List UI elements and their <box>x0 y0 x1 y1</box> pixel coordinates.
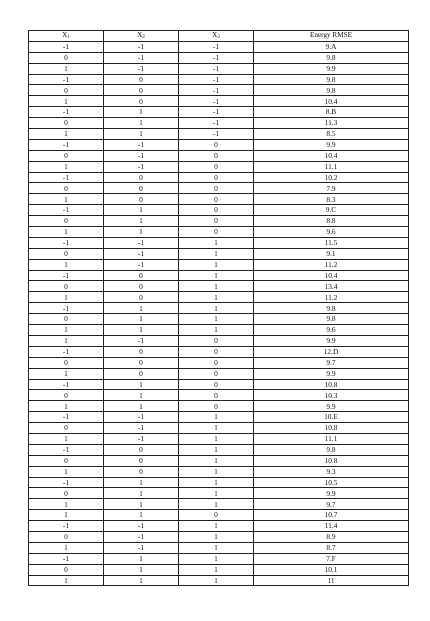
x2-cell: 1 <box>104 129 179 140</box>
x1-cell: 0 <box>29 281 104 292</box>
x3-cell: 1 <box>179 564 254 575</box>
x3-cell: 1 <box>179 325 254 336</box>
x2-cell: -1 <box>104 412 179 423</box>
x2-cell: 0 <box>104 281 179 292</box>
x3-cell: 1 <box>179 542 254 553</box>
table-row <box>29 259 409 270</box>
x2-cell: -1 <box>104 521 179 532</box>
energy-rmse-cell: 10.4 <box>254 270 409 281</box>
table-row <box>29 412 409 423</box>
energy-rmse-cell: 11.2 <box>254 292 409 303</box>
x3-cell: 1 <box>179 433 254 444</box>
table-row <box>29 41 409 52</box>
energy-rmse-cell: 9.8 <box>254 74 409 85</box>
x3-cell: -1 <box>179 63 254 74</box>
x1-cell: 0 <box>29 357 104 368</box>
energy-rmse-cell: 10.8 <box>254 423 409 434</box>
x2-cell: 1 <box>104 488 179 499</box>
x3-cell: 1 <box>179 521 254 532</box>
table-row <box>29 129 409 140</box>
energy-rmse-cell: 11.1 <box>254 433 409 444</box>
energy-rmse-cell: 9.8 <box>254 52 409 63</box>
x1-cell: 0 <box>29 314 104 325</box>
header-x1: $X_1$ <box>29 31 104 42</box>
energy-rmse-cell: 10.5 <box>254 477 409 488</box>
table-row <box>29 444 409 455</box>
x2-cell: -1 <box>104 63 179 74</box>
x3-cell: -1 <box>179 52 254 63</box>
energy-rmse-cell: 12.D <box>254 346 409 357</box>
x1-cell: 0 <box>29 118 104 129</box>
x3-cell: 1 <box>179 237 254 248</box>
x3-cell: 1 <box>179 303 254 314</box>
table-row <box>29 314 409 325</box>
x1-cell: 0 <box>29 488 104 499</box>
x2-cell: 1 <box>104 553 179 564</box>
x2-cell: 0 <box>104 292 179 303</box>
x3-cell: 0 <box>179 205 254 216</box>
x1-cell: -1 <box>29 553 104 564</box>
x1-cell: -1 <box>29 346 104 357</box>
x3-cell: 1 <box>179 314 254 325</box>
table-row <box>29 335 409 346</box>
x2-cell: -1 <box>104 423 179 434</box>
x1-cell: -1 <box>29 74 104 85</box>
energy-rmse-cell: 8.B <box>254 107 409 118</box>
x1-cell: -1 <box>29 205 104 216</box>
x1-cell: -1 <box>29 270 104 281</box>
x1-cell: 1 <box>29 466 104 477</box>
x1-cell: -1 <box>29 237 104 248</box>
x3-cell: 0 <box>179 183 254 194</box>
table-header <box>29 31 409 42</box>
energy-rmse-cell: 10.1 <box>254 564 409 575</box>
energy-rmse-cell: 9.9 <box>254 401 409 412</box>
table-row <box>29 477 409 488</box>
x1-cell: -1 <box>29 477 104 488</box>
x3-cell: 1 <box>179 466 254 477</box>
energy-rmse-cell: 8.7 <box>254 542 409 553</box>
header-x2: $X_2$ <box>104 31 179 42</box>
x2-cell: 1 <box>104 227 179 238</box>
x3-cell: 0 <box>179 139 254 150</box>
x2-cell: 1 <box>104 401 179 412</box>
x2-cell: 0 <box>104 85 179 96</box>
x3-cell: -1 <box>179 74 254 85</box>
x1-cell: 0 <box>29 85 104 96</box>
x1-cell: 0 <box>29 183 104 194</box>
x1-cell: 0 <box>29 390 104 401</box>
x2-cell: 0 <box>104 194 179 205</box>
table-row <box>29 433 409 444</box>
energy-rmse-cell: 11 <box>254 575 409 586</box>
x2-cell: 0 <box>104 455 179 466</box>
x3-cell: 1 <box>179 553 254 564</box>
energy-rmse-cell: 7.F <box>254 553 409 564</box>
energy-rmse-cell: 10.8 <box>254 455 409 466</box>
table-row <box>29 401 409 412</box>
table-row <box>29 227 409 238</box>
table-row <box>29 96 409 107</box>
energy-rmse-cell: 9.7 <box>254 499 409 510</box>
x3-cell: 1 <box>179 455 254 466</box>
energy-rmse-cell: 10.4 <box>254 150 409 161</box>
x2-cell: -1 <box>104 139 179 150</box>
x3-cell: 0 <box>179 401 254 412</box>
table-row <box>29 553 409 564</box>
x3-cell: 0 <box>179 335 254 346</box>
x2-cell: 1 <box>104 575 179 586</box>
x2-cell: 1 <box>104 205 179 216</box>
x2-cell: 1 <box>104 510 179 521</box>
x3-cell: -1 <box>179 85 254 96</box>
x3-cell: 0 <box>179 346 254 357</box>
x1-cell: 1 <box>29 227 104 238</box>
x1-cell: -1 <box>29 303 104 314</box>
x3-cell: 0 <box>179 216 254 227</box>
x1-cell: 1 <box>29 542 104 553</box>
x2-cell: 0 <box>104 270 179 281</box>
x2-cell: -1 <box>104 52 179 63</box>
x3-cell: -1 <box>179 118 254 129</box>
table-row <box>29 118 409 129</box>
x3-cell: 0 <box>179 172 254 183</box>
energy-rmse-cell: 9.8 <box>254 303 409 314</box>
x3-cell: 0 <box>179 390 254 401</box>
energy-rmse-cell: 9.9 <box>254 368 409 379</box>
energy-rmse-cell: 9.9 <box>254 335 409 346</box>
energy-rmse-cell: 9.8 <box>254 444 409 455</box>
x2-cell: 0 <box>104 74 179 85</box>
x2-cell: -1 <box>104 237 179 248</box>
energy-rmse-cell: 11.4 <box>254 521 409 532</box>
table-row <box>29 237 409 248</box>
x2-cell: 0 <box>104 357 179 368</box>
x3-cell: 1 <box>179 292 254 303</box>
x1-cell: 1 <box>29 499 104 510</box>
table-row <box>29 205 409 216</box>
x1-cell: 0 <box>29 150 104 161</box>
table-row <box>29 423 409 434</box>
table-row <box>29 292 409 303</box>
x3-cell: 0 <box>179 227 254 238</box>
energy-rmse-cell: 9.C <box>254 205 409 216</box>
table-row <box>29 216 409 227</box>
x3-cell: 1 <box>179 423 254 434</box>
table-row <box>29 488 409 499</box>
x3-cell: 0 <box>179 510 254 521</box>
x2-cell: 1 <box>104 118 179 129</box>
table-row <box>29 248 409 259</box>
x2-cell: -1 <box>104 248 179 259</box>
x2-cell: -1 <box>104 335 179 346</box>
x3-cell: 1 <box>179 499 254 510</box>
table-row <box>29 379 409 390</box>
x1-cell: -1 <box>29 444 104 455</box>
x3-cell: 0 <box>179 357 254 368</box>
energy-rmse-cell: 11.1 <box>254 161 409 172</box>
energy-rmse-cell: 10.3 <box>254 390 409 401</box>
energy-rmse-cell: 13.4 <box>254 281 409 292</box>
x2-cell: 1 <box>104 390 179 401</box>
x3-cell: 1 <box>179 281 254 292</box>
table-body <box>29 41 409 586</box>
table-row <box>29 85 409 96</box>
header-energy-rmse: Energy RMSE <box>254 31 409 42</box>
x2-cell: 1 <box>104 303 179 314</box>
x2-cell: 1 <box>104 314 179 325</box>
x1-cell: 1 <box>29 259 104 270</box>
x3-cell: 1 <box>179 248 254 259</box>
x3-cell: 0 <box>179 379 254 390</box>
table-row <box>29 368 409 379</box>
x3-cell: -1 <box>179 41 254 52</box>
x1-cell: -1 <box>29 379 104 390</box>
x1-cell: -1 <box>29 139 104 150</box>
x3-cell: -1 <box>179 129 254 140</box>
x3-cell: 1 <box>179 270 254 281</box>
x1-cell: 0 <box>29 564 104 575</box>
x1-cell: 1 <box>29 335 104 346</box>
x1-cell: 1 <box>29 510 104 521</box>
x3-cell: 0 <box>179 368 254 379</box>
x1-cell: 1 <box>29 292 104 303</box>
table-row <box>29 357 409 368</box>
x2-cell: -1 <box>104 41 179 52</box>
energy-rmse-cell: 9.9 <box>254 139 409 150</box>
x3-cell: 1 <box>179 488 254 499</box>
table-row <box>29 172 409 183</box>
x2-cell: 0 <box>104 183 179 194</box>
x1-cell: -1 <box>29 521 104 532</box>
x2-cell: 1 <box>104 216 179 227</box>
energy-rmse-cell: 10.E <box>254 412 409 423</box>
table-row <box>29 74 409 85</box>
x1-cell: 0 <box>29 52 104 63</box>
table-row <box>29 63 409 74</box>
x2-cell: 1 <box>104 499 179 510</box>
energy-rmse-cell: 10.4 <box>254 96 409 107</box>
x1-cell: 1 <box>29 325 104 336</box>
x1-cell: 0 <box>29 423 104 434</box>
table-row <box>29 346 409 357</box>
x1-cell: 1 <box>29 161 104 172</box>
x2-cell: 0 <box>104 368 179 379</box>
x1-cell: 0 <box>29 455 104 466</box>
energy-rmse-cell: 11.3 <box>254 118 409 129</box>
table-row <box>29 564 409 575</box>
table-row <box>29 107 409 118</box>
x1-cell: 1 <box>29 96 104 107</box>
energy-rmse-cell: 9.6 <box>254 325 409 336</box>
x2-cell: -1 <box>104 150 179 161</box>
table-row <box>29 270 409 281</box>
x3-cell: 1 <box>179 575 254 586</box>
x1-cell: 1 <box>29 401 104 412</box>
x2-cell: 1 <box>104 564 179 575</box>
energy-rmse-cell: 8.8 <box>254 216 409 227</box>
x2-cell: 1 <box>104 107 179 118</box>
table-row <box>29 390 409 401</box>
x3-cell: 1 <box>179 259 254 270</box>
x3-cell: 0 <box>179 150 254 161</box>
x1-cell: 0 <box>29 216 104 227</box>
table-row <box>29 281 409 292</box>
x2-cell: 0 <box>104 172 179 183</box>
header-row <box>29 31 409 42</box>
x1-cell: -1 <box>29 107 104 118</box>
x1-cell: 1 <box>29 129 104 140</box>
table-row <box>29 183 409 194</box>
x2-cell: -1 <box>104 433 179 444</box>
x2-cell: -1 <box>104 259 179 270</box>
x2-cell: 1 <box>104 325 179 336</box>
energy-rmse-cell: 9.3 <box>254 466 409 477</box>
table-row <box>29 52 409 63</box>
energy-rmse-cell: 9.7 <box>254 357 409 368</box>
energy-rmse-cell: 9.8 <box>254 85 409 96</box>
x3-cell: 0 <box>179 161 254 172</box>
table-row <box>29 455 409 466</box>
x1-cell: -1 <box>29 172 104 183</box>
table-row <box>29 575 409 586</box>
x1-cell: -1 <box>29 41 104 52</box>
table-row <box>29 325 409 336</box>
energy-rmse-cell: 9.9 <box>254 63 409 74</box>
x3-cell: 1 <box>179 444 254 455</box>
header-x3: $X_3$ <box>179 31 254 42</box>
table-row <box>29 531 409 542</box>
table-row <box>29 194 409 205</box>
energy-rmse-cell: 10.2 <box>254 172 409 183</box>
energy-rmse-cell: 9.A <box>254 41 409 52</box>
energy-rmse-cell: 8.3 <box>254 194 409 205</box>
x1-cell: 1 <box>29 433 104 444</box>
energy-rmse-cell: 9.8 <box>254 314 409 325</box>
x1-cell: 1 <box>29 575 104 586</box>
x3-cell: -1 <box>179 96 254 107</box>
table-row <box>29 161 409 172</box>
energy-rmse-cell: 8.9 <box>254 531 409 542</box>
energy-rmse-cell: 9.1 <box>254 248 409 259</box>
energy-rmse-cell: 8.5 <box>254 129 409 140</box>
x1-cell: 1 <box>29 63 104 74</box>
table-row <box>29 139 409 150</box>
x2-cell: -1 <box>104 531 179 542</box>
x2-cell: 0 <box>104 444 179 455</box>
energy-rmse-cell: 11.2 <box>254 259 409 270</box>
x3-cell: 0 <box>179 194 254 205</box>
table-row <box>29 466 409 477</box>
x1-cell: 1 <box>29 194 104 205</box>
energy-rmse-cell: 10.8 <box>254 379 409 390</box>
energy-rmse-cell: 9.9 <box>254 488 409 499</box>
energy-rmse-cell: 9.6 <box>254 227 409 238</box>
x1-cell: -1 <box>29 412 104 423</box>
table-row <box>29 521 409 532</box>
x3-cell: 1 <box>179 477 254 488</box>
x2-cell: -1 <box>104 161 179 172</box>
x2-cell: 0 <box>104 466 179 477</box>
x3-cell: 1 <box>179 412 254 423</box>
energy-rmse-cell: 7.9 <box>254 183 409 194</box>
x1-cell: 1 <box>29 368 104 379</box>
energy-rmse-cell: 10.7 <box>254 510 409 521</box>
table-row <box>29 499 409 510</box>
energy-rmse-table <box>28 30 409 586</box>
x1-cell: 0 <box>29 248 104 259</box>
x2-cell: -1 <box>104 542 179 553</box>
x2-cell: 0 <box>104 96 179 107</box>
x2-cell: 1 <box>104 379 179 390</box>
x3-cell: -1 <box>179 107 254 118</box>
table-row <box>29 303 409 314</box>
table-row <box>29 150 409 161</box>
x2-cell: 1 <box>104 477 179 488</box>
table-row <box>29 510 409 521</box>
x1-cell: 0 <box>29 531 104 542</box>
x3-cell: 1 <box>179 531 254 542</box>
energy-rmse-cell: 11.5 <box>254 237 409 248</box>
x2-cell: 0 <box>104 346 179 357</box>
table-row <box>29 542 409 553</box>
